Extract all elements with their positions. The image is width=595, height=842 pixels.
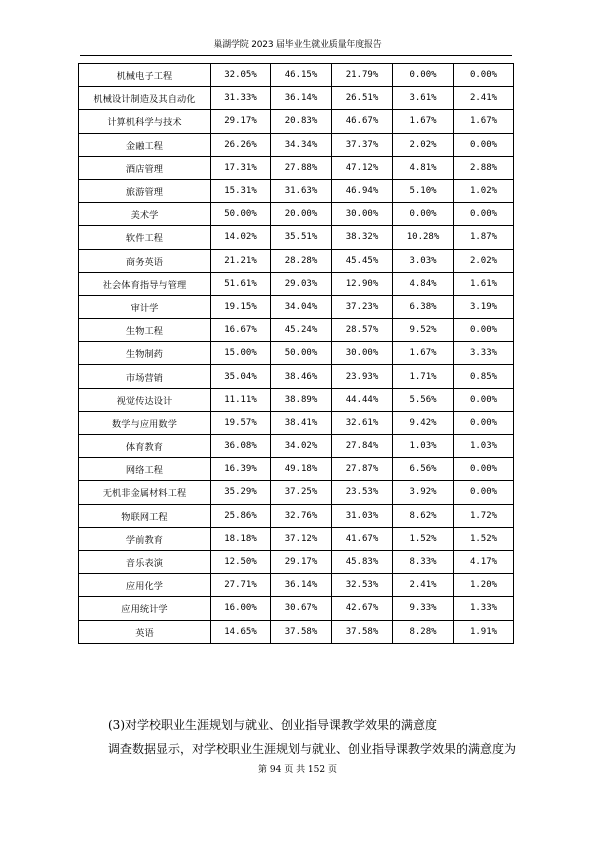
percentage-cell: 26.51% <box>332 87 393 110</box>
percentage-cell: 0.00% <box>454 411 514 434</box>
major-name-cell: 体育教育 <box>79 435 211 458</box>
table-row <box>79 574 514 597</box>
percentage-cell: 31.33% <box>211 87 271 110</box>
percentage-cell: 0.85% <box>454 365 514 388</box>
percentage-cell: 0.00% <box>393 203 454 226</box>
table-row <box>79 110 514 133</box>
percentage-cell: 9.52% <box>393 319 454 342</box>
percentage-cell: 23.93% <box>332 365 393 388</box>
percentage-cell: 50.00% <box>211 203 271 226</box>
percentage-cell: 4.17% <box>454 550 514 573</box>
major-name-cell: 视觉传达设计 <box>79 388 211 411</box>
table-row <box>79 64 514 87</box>
percentage-cell: 8.62% <box>393 504 454 527</box>
percentage-cell: 45.24% <box>271 319 332 342</box>
table-row <box>79 620 514 643</box>
page-header: 巢湖学院 2023 届毕业生就业质量年度报告 <box>213 40 382 50</box>
percentage-cell: 1.52% <box>454 527 514 550</box>
percentage-cell: 27.84% <box>332 435 393 458</box>
major-name-cell: 物联网工程 <box>79 504 211 527</box>
percentage-cell: 3.92% <box>393 481 454 504</box>
percentage-cell: 51.61% <box>211 272 271 295</box>
percentage-cell: 28.28% <box>271 249 332 272</box>
percentage-cell: 15.31% <box>211 179 271 202</box>
table-row <box>79 411 514 434</box>
percentage-cell: 1.03% <box>454 435 514 458</box>
percentage-cell: 50.00% <box>271 342 332 365</box>
percentage-cell: 31.03% <box>332 504 393 527</box>
percentage-cell: 16.67% <box>211 319 271 342</box>
header-divider <box>80 55 512 56</box>
table-row <box>79 249 514 272</box>
major-name-cell: 计算机科学与技术 <box>79 110 211 133</box>
percentage-cell: 37.37% <box>332 133 393 156</box>
major-name-cell: 网络工程 <box>79 458 211 481</box>
percentage-cell: 46.67% <box>332 110 393 133</box>
table-row <box>79 458 514 481</box>
percentage-cell: 5.10% <box>393 179 454 202</box>
percentage-cell: 14.02% <box>211 226 271 249</box>
percentage-cell: 2.88% <box>454 156 514 179</box>
percentage-cell: 25.86% <box>211 504 271 527</box>
major-name-cell: 社会体育指导与管理 <box>79 272 211 295</box>
percentage-cell: 2.02% <box>454 249 514 272</box>
percentage-cell: 1.52% <box>393 527 454 550</box>
percentage-cell: 12.90% <box>332 272 393 295</box>
table-row <box>79 156 514 179</box>
percentage-cell: 21.79% <box>332 64 393 87</box>
percentage-cell: 3.19% <box>454 295 514 318</box>
percentage-cell: 17.31% <box>211 156 271 179</box>
percentage-cell: 37.23% <box>332 295 393 318</box>
percentage-cell: 27.71% <box>211 574 271 597</box>
percentage-cell: 28.57% <box>332 319 393 342</box>
major-name-cell: 应用统计学 <box>79 597 211 620</box>
percentage-cell: 6.56% <box>393 458 454 481</box>
percentage-cell: 34.34% <box>271 133 332 156</box>
percentage-cell: 32.53% <box>332 574 393 597</box>
major-name-cell: 机械设计制造及其自动化 <box>79 87 211 110</box>
table-row <box>79 550 514 573</box>
percentage-cell: 1.71% <box>393 365 454 388</box>
major-name-cell: 应用化学 <box>79 574 211 597</box>
percentage-cell: 1.20% <box>454 574 514 597</box>
major-name-cell: 美术学 <box>79 203 211 226</box>
percentage-cell: 6.38% <box>393 295 454 318</box>
percentage-cell: 46.94% <box>332 179 393 202</box>
percentage-cell: 26.26% <box>211 133 271 156</box>
percentage-cell: 37.58% <box>271 620 332 643</box>
percentage-cell: 38.46% <box>271 365 332 388</box>
percentage-cell: 0.00% <box>454 458 514 481</box>
percentage-cell: 32.61% <box>332 411 393 434</box>
percentage-cell: 38.32% <box>332 226 393 249</box>
percentage-cell: 21.21% <box>211 249 271 272</box>
table-row <box>79 179 514 202</box>
percentage-cell: 1.61% <box>454 272 514 295</box>
percentage-cell: 0.00% <box>393 64 454 87</box>
table-row <box>79 295 514 318</box>
percentage-cell: 41.67% <box>332 527 393 550</box>
table-row <box>79 481 514 504</box>
percentage-cell: 27.88% <box>271 156 332 179</box>
percentage-cell: 32.05% <box>211 64 271 87</box>
percentage-cell: 42.67% <box>332 597 393 620</box>
percentage-cell: 29.17% <box>271 550 332 573</box>
percentage-cell: 0.00% <box>454 388 514 411</box>
table-row <box>79 319 514 342</box>
table-row <box>79 435 514 458</box>
percentage-cell: 9.42% <box>393 411 454 434</box>
table-row <box>79 87 514 110</box>
percentage-cell: 38.89% <box>271 388 332 411</box>
percentage-cell: 36.14% <box>271 574 332 597</box>
percentage-cell: 9.33% <box>393 597 454 620</box>
percentage-cell: 45.83% <box>332 550 393 573</box>
percentage-cell: 14.65% <box>211 620 271 643</box>
major-name-cell: 软件工程 <box>79 226 211 249</box>
percentage-cell: 35.29% <box>211 481 271 504</box>
percentage-cell: 47.12% <box>332 156 393 179</box>
percentage-cell: 1.03% <box>393 435 454 458</box>
percentage-cell: 34.02% <box>271 435 332 458</box>
percentage-cell: 10.28% <box>393 226 454 249</box>
table-row <box>79 365 514 388</box>
percentage-cell: 30.00% <box>332 203 393 226</box>
table-row <box>79 203 514 226</box>
major-name-cell: 金融工程 <box>79 133 211 156</box>
percentage-cell: 2.41% <box>393 574 454 597</box>
percentage-cell: 1.67% <box>393 342 454 365</box>
table-row <box>79 388 514 411</box>
major-name-cell: 生物工程 <box>79 319 211 342</box>
percentage-cell: 23.53% <box>332 481 393 504</box>
percentage-cell: 30.67% <box>271 597 332 620</box>
major-name-cell: 审计学 <box>79 295 211 318</box>
percentage-cell: 11.11% <box>211 388 271 411</box>
percentage-cell: 35.51% <box>271 226 332 249</box>
major-name-cell: 机械电子工程 <box>79 64 211 87</box>
percentage-cell: 4.81% <box>393 156 454 179</box>
percentage-cell: 34.04% <box>271 295 332 318</box>
percentage-cell: 18.18% <box>211 527 271 550</box>
percentage-cell: 3.03% <box>393 249 454 272</box>
table-row <box>79 133 514 156</box>
percentage-cell: 32.76% <box>271 504 332 527</box>
percentage-cell: 1.33% <box>454 597 514 620</box>
percentage-cell: 0.00% <box>454 319 514 342</box>
percentage-cell: 1.87% <box>454 226 514 249</box>
percentage-cell: 16.00% <box>211 597 271 620</box>
major-name-cell: 酒店管理 <box>79 156 211 179</box>
percentage-cell: 46.15% <box>271 64 332 87</box>
percentage-cell: 36.08% <box>211 435 271 458</box>
major-name-cell: 市场营销 <box>79 365 211 388</box>
percentage-cell: 37.12% <box>271 527 332 550</box>
percentage-cell: 36.14% <box>271 87 332 110</box>
percentage-cell: 8.33% <box>393 550 454 573</box>
percentage-cell: 31.63% <box>271 179 332 202</box>
percentage-cell: 29.03% <box>271 272 332 295</box>
major-name-cell: 生物制药 <box>79 342 211 365</box>
table-row <box>79 272 514 295</box>
percentage-cell: 27.87% <box>332 458 393 481</box>
percentage-cell: 19.15% <box>211 295 271 318</box>
percentage-cell: 12.50% <box>211 550 271 573</box>
percentage-cell: 0.00% <box>454 481 514 504</box>
percentage-cell: 49.18% <box>271 458 332 481</box>
percentage-cell: 38.41% <box>271 411 332 434</box>
percentage-cell: 1.91% <box>454 620 514 643</box>
percentage-cell: 3.61% <box>393 87 454 110</box>
percentage-cell: 37.58% <box>332 620 393 643</box>
percentage-cell: 3.33% <box>454 342 514 365</box>
percentage-cell: 30.00% <box>332 342 393 365</box>
percentage-cell: 0.00% <box>454 64 514 87</box>
major-name-cell: 无机非金属材料工程 <box>79 481 211 504</box>
percentage-cell: 0.00% <box>454 203 514 226</box>
major-name-cell: 商务英语 <box>79 249 211 272</box>
major-name-cell: 旅游管理 <box>79 179 211 202</box>
table-row <box>79 597 514 620</box>
percentage-cell: 19.57% <box>211 411 271 434</box>
percentage-cell: 4.84% <box>393 272 454 295</box>
percentage-cell: 15.00% <box>211 342 271 365</box>
percentage-cell: 5.56% <box>393 388 454 411</box>
percentage-cell: 2.41% <box>454 87 514 110</box>
percentage-cell: 0.00% <box>454 133 514 156</box>
section-heading: (3)对学校职业生涯规划与就业、创业指导课教学效果的满意度 <box>108 718 438 732</box>
percentage-cell: 45.45% <box>332 249 393 272</box>
percentage-cell: 20.83% <box>271 110 332 133</box>
percentage-cell: 35.04% <box>211 365 271 388</box>
percentage-cell: 29.17% <box>211 110 271 133</box>
major-name-cell: 音乐表演 <box>79 550 211 573</box>
major-name-cell: 数学与应用数学 <box>79 411 211 434</box>
percentage-cell: 1.67% <box>454 110 514 133</box>
percentage-cell: 8.28% <box>393 620 454 643</box>
major-name-cell: 英语 <box>79 620 211 643</box>
table-row <box>79 504 514 527</box>
table-body <box>79 64 514 644</box>
table-row <box>79 226 514 249</box>
percentage-cell: 2.02% <box>393 133 454 156</box>
table-row <box>79 527 514 550</box>
percentage-cell: 1.72% <box>454 504 514 527</box>
satisfaction-table <box>78 63 514 644</box>
body-paragraph: 调查数据显示，对学校职业生涯规划与就业、创业指导课教学效果的满意度为 <box>108 742 517 756</box>
percentage-cell: 1.02% <box>454 179 514 202</box>
percentage-cell: 20.00% <box>271 203 332 226</box>
percentage-cell: 1.67% <box>393 110 454 133</box>
page-number: 第 94 页 共 152 页 <box>258 765 337 775</box>
table-row <box>79 342 514 365</box>
major-name-cell: 学前教育 <box>79 527 211 550</box>
percentage-cell: 44.44% <box>332 388 393 411</box>
percentage-cell: 16.39% <box>211 458 271 481</box>
percentage-cell: 37.25% <box>271 481 332 504</box>
